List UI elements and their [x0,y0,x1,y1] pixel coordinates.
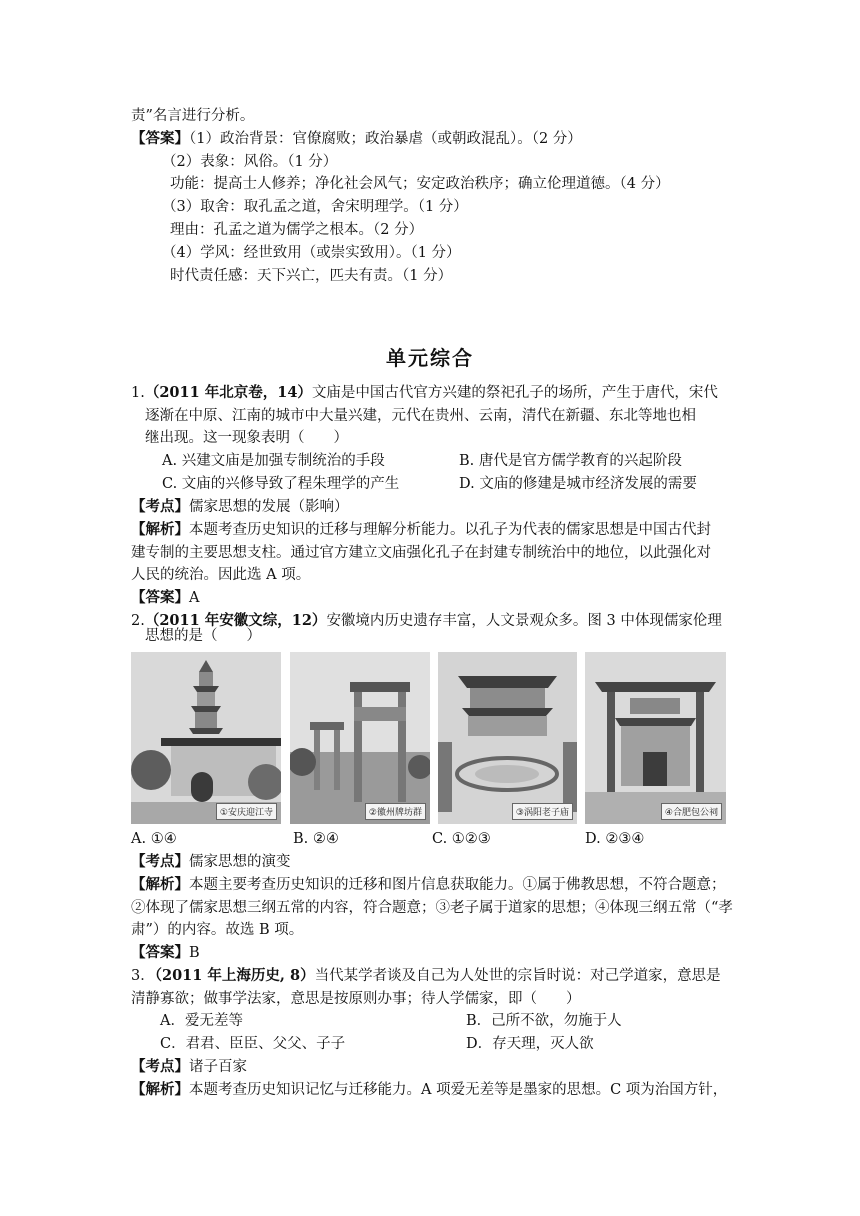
continued-text: 责”名言进行分析。 [131,108,255,124]
photo-caption-1: ①安庆迎江寺 [216,803,277,820]
q3-number: 3． [131,968,155,984]
jiexi-label: 【解析】 [131,876,189,893]
answer-part-2: （2）表象：风俗。（1 分） [162,154,338,170]
photo-caption-2: ②徽州牌坊群 [365,803,426,820]
kaodian-label: 【考点】 [131,498,189,515]
q1-stem-line-1 [131,383,718,403]
q3-option-a: A．爱无差等 [160,1013,243,1029]
q3-stem-line-2: 清静寡欲；做事学法家，意思是按原则办事；待人学儒家，即（ ） [131,991,581,1007]
q1-option-b: B. 唐代是官方儒学教育的兴起阶段 [459,453,682,469]
q3-stem-text-1: 当代某学者谈及自己为人处世的宗旨时说：对己学道家，意思是 [314,968,721,984]
kaodian-label: 【考点】 [131,1058,189,1075]
q3-kaodian-text: 诸子百家 [189,1059,247,1075]
photo-caption-3: ③涡阳老子庙 [512,803,573,820]
q3-option-b: B．己所不欲，勿施于人 [466,1013,622,1029]
q1-stem-line-3: 继出现。这一现象表明（ ） [145,430,348,446]
q1-kaodian-text: 儒家思想的发展（影响） [189,499,349,515]
q2-source: （2011 年安徽文综，12） [144,612,327,629]
q3-option-d: D．存天理，灭人欲 [466,1036,594,1052]
answer-part-4: （4）学风：经世致用（或崇实致用）。（1 分） [162,245,461,261]
photo-caption-4: ④合肥包公祠 [661,803,722,820]
q2-jiexi-line-1 [131,875,726,895]
q2-jiexi-text-1: 本题主要考查历史知识的迁移和图片信息获取能力。①属于佛教思想，不符合题意； [189,877,726,893]
photo-baogong-shrine [585,652,726,824]
answer-part-3-reason: 理由：孔孟之道为儒学之根本。（2 分） [170,222,424,238]
q1-jiexi-line-1 [131,520,711,540]
answer-part-3: （3）取舍：取孔孟之道，舍宋明理学。（1 分） [162,199,468,215]
q1-stem-line-2: 逐渐在中原、江南的城市中大量兴建，元代在贵州、云南，清代在新疆、东北等地也相 [145,408,696,424]
jiexi-label: 【解析】 [131,1081,189,1098]
q1-kaodian [131,497,349,517]
photo-laozi-temple [438,652,577,824]
answer-part-1: （1）政治背景：官僚腐败；政治暴虐（或朝政混乱）。（2 分） [189,131,582,147]
q2-jiexi-line-3: 肃”）的内容。故选 B 项。 [131,922,304,938]
q2-stem-line-2: 思想的是（ ） [145,628,261,644]
q1-option-d: D. 文庙的修建是城市经济发展的需要 [459,476,697,492]
q2-option-b: B. ②④ [293,831,339,847]
q2-kaodian-text: 儒家思想的演变 [189,854,291,870]
q1-jiexi-text-1: 本题考查历史知识的迁移与理解分析能力。以孔子为代表的儒家思想是中国古代封 [189,522,711,538]
q3-jiexi-text-1: 本题考查历史知识记忆与迁移能力。A 项爱无差等是墨家的思想。C 项为治国方针， [189,1082,728,1098]
q1-number: 1. [131,385,145,401]
q1-answer [131,588,199,608]
q2-stem-text-1: 安徽境内历史遗存丰富，人文景观众多。图 3 中体现儒家伦理 [326,613,722,629]
q2-option-d: D. ②③④ [585,831,645,847]
kaodian-label: 【考点】 [131,853,189,870]
q3-source: （2011 年上海历史, 8） [154,967,315,984]
answer-label: 【答案】 [131,130,189,147]
jiexi-label: 【解析】 [131,521,189,538]
q3-stem-line-1 [131,966,721,986]
photo-yingjiang-temple [131,652,281,824]
photo-huizhou-archways [290,652,430,824]
q2-option-a: A. ①④ [131,831,177,847]
section-title: 单元综合 [386,346,474,370]
answer-part-2-function: 功能：提高士人修养；净化社会风气；安定政治秩序；确立伦理道德。（4 分） [170,176,670,192]
q2-kaodian [131,852,291,872]
q2-option-c: C. ①②③ [432,831,491,847]
answer-part-4-responsibility: 时代责任感：天下兴亡，匹夫有责。（1 分） [170,268,453,284]
q3-kaodian [131,1057,247,1077]
q1-stem-text-1: 文庙是中国古代官方兴建的祭祀孔子的场所，产生于唐代，宋代 [311,385,718,401]
answer-label: 【答案】 [131,589,189,606]
q2-number: 2. [131,613,145,629]
q1-source: （2011 年北京卷，14） [144,384,312,401]
q2-answer [131,943,200,963]
q1-jiexi-line-2: 建专制的主要思想支柱。通过官方建立文庙强化孔子在封建专制统治中的地位，以此强化对 [131,545,711,561]
answer-label: 【答案】 [131,944,189,961]
q3-jiexi-line-1 [131,1080,727,1100]
q1-option-c: C. 文庙的兴修导致了程朱理学的产生 [162,476,400,492]
q2-jiexi-line-2: ②体现了儒家思想三纲五常的内容，符合题意；③老子属于道家的思想；④体现三纲五常（“孝 [131,900,733,916]
q1-option-a: A. 兴建文庙是加强专制统治的手段 [162,453,385,469]
q2-answer-value: B [189,945,200,961]
q1-jiexi-line-3: 人民的统治。因此选 A 项。 [131,567,311,583]
q3-option-c: C．君君、臣臣、父父、子子 [160,1036,346,1052]
answer-line [131,129,582,149]
q1-answer-value: A [189,590,200,606]
